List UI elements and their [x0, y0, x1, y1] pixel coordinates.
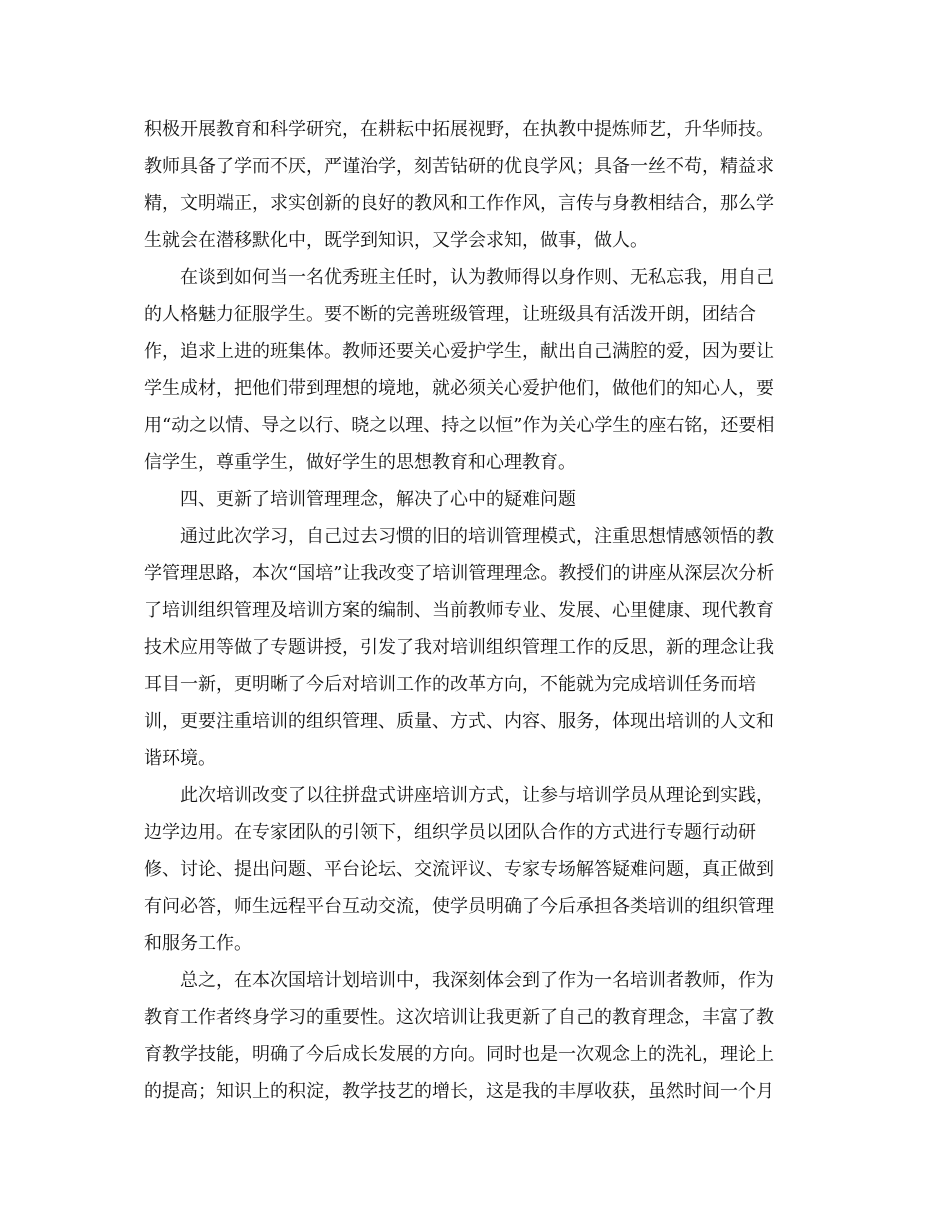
text-line: 在谈到如何当一名优秀班主任时，认为教师得以身作则、无私忘我，用自己 — [180, 267, 774, 288]
document-body — [144, 111, 804, 1110]
text-line: 和服务工作。 — [144, 933, 252, 954]
text-line: 生就会在潜移默化中，既学到知识，又学会求知，做事，做人。 — [144, 230, 648, 251]
text-line: 此次培训改变了以往拼盘式讲座培训方式，让参与培训学员从理论到实践， — [180, 785, 774, 806]
text-line: 边学边用。在专家团队的引领下，组织学员以团队合作的方式进行专题行动研 — [144, 822, 756, 843]
text-line: 信学生，尊重学生，做好学生的思想教育和心理教育。 — [144, 452, 576, 473]
text-line: 训，更要注重培训的组织管理、质量、方式、内容、服务，体现出培训的人文和 — [144, 711, 774, 732]
text-line: 教师具备了学而不厌，严谨治学，刻苦钻研的优良学风；具备一丝不苟，精益求 — [144, 156, 774, 177]
text-line: 的提高；知识上的积淀，教学技艺的增长，这是我的丰厚收获，虽然时间一个月 — [144, 1081, 774, 1102]
text-line: 通过此次学习，自己过去习惯的旧的培训管理模式，注重思想情感领悟的教 — [180, 526, 774, 547]
text-line: 育教学技能，明确了今后成长发展的方向。同时也是一次观念上的洗礼，理论上 — [144, 1044, 774, 1065]
text-line: 四、更新了培训管理理念，解决了心中的疑难问题 — [180, 489, 576, 510]
text-line: 总之，在本次国培计划培训中，我深刻体会到了作为一名培训者教师，作为 — [180, 970, 774, 991]
text-line: 教育工作者终身学习的重要性。这次培训让我更新了自己的教育理念，丰富了教 — [144, 1007, 774, 1028]
text-line: 有问必答，师生远程平台互动交流，使学员明确了今后承担各类培训的组织管理 — [144, 896, 774, 917]
text-line: 学生成材，把他们带到理想的境地，就必须关心爱护他们，做他们的知心人，要 — [144, 378, 774, 399]
text-line: 的人格魅力征服学生。要不断的完善班级管理，让班级具有活泼开朗，团结合 — [144, 304, 756, 325]
text-line: 耳目一新，更明晰了今后对培训工作的改革方向，不能就为完成培训任务而培 — [144, 674, 756, 695]
text-line: 技术应用等做了专题讲授，引发了我对培训组织管理工作的反思，新的理念让我 — [144, 637, 774, 658]
text-line: 积极开展教育和科学研究，在耕耘中拓展视野，在执教中提炼师艺，升华师技。 — [144, 119, 774, 140]
text-line: 了培训组织管理及培训方案的编制、当前教师专业、发展、心里健康、现代教育 — [144, 600, 774, 621]
text-line: 学管理思路，本次“国培”让我改变了培训管理理念。教授们的讲座从深层次分析 — [144, 563, 775, 584]
text-line: 作，追求上进的班集体。教师还要关心爱护学生，献出自己满腔的爱，因为要让 — [144, 341, 774, 362]
text-line: 修、讨论、提出问题、平台论坛、交流评议、专家专场解答疑难问题，真正做到 — [144, 859, 774, 880]
text-line: 谐环境。 — [144, 748, 216, 769]
text-line: 用“动之以情、导之以行、晓之以理、持之以恒”作为关心学生的座右铭，还要相 — [144, 415, 775, 436]
text-line: 精，文明端正，求实创新的良好的教风和工作作风，言传与身教相结合，那么学 — [144, 193, 774, 214]
